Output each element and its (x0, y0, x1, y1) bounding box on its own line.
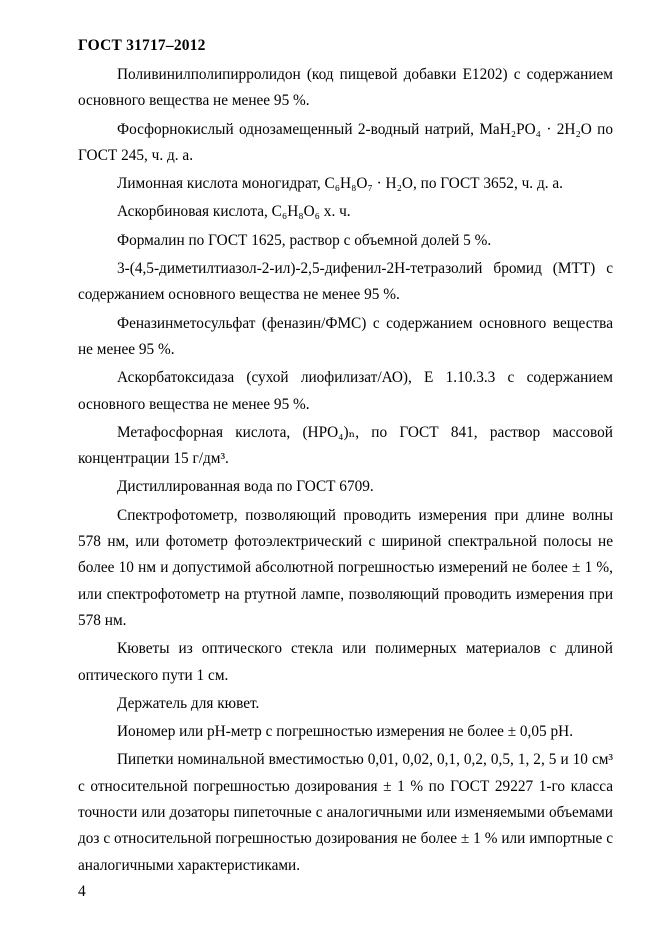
paragraph: 3-(4,5-диметилтиазол-2-ил)-2,5-дифенил-2H-тетразолий бромид (МТТ) с содержанием основного вещества не менее 95 %. (78, 260, 613, 304)
paragraph: Аскорбатоксидаза (сухой лиофилизат/АО), Е 1.10.3.3 с содержанием основного вещества не менее 95 %. (78, 369, 613, 413)
paragraph: Дистиллированная вода по ГОСТ 6709. (117, 478, 374, 496)
paragraph: Метафосфорная кислота, (HPO₄)ₙ, по ГОСТ 841, раствор массовой концентрации 15 г/дм³. (78, 423, 613, 468)
paragraph: Кюветы из оптического стекла или полимерных материалов с длиной оптического пути 1 см. (78, 640, 613, 684)
standard-header: ГОСТ 31717–2012 (78, 37, 206, 54)
paragraph: Лимонная кислота моногидрат, C₆H₈O₇ · H₂O, по ГОСТ 3652, ч. д. а. (117, 175, 563, 193)
paragraph: Аскорбиновая кислота, C₆H₈O₆ х. ч. (117, 203, 351, 221)
paragraph: Формалин по ГОСТ 1625, раствор с объемной долей 5 %. (117, 231, 492, 249)
paragraph: Спектрофотометр, позволяющий проводить измерения при длине волны 578 нм, или фотометр фотоэлектрический с шириной спектральной полосы не более 10 нм и допустимой абсолютной погрешностью измерений не более ± 1 %, или спектрофотометр на ртутной лампе, позволяющий проводить измерения при 578 нм. (78, 506, 613, 629)
paragraph: Поливинилполипирролидон (код пищевой добавки Е1202) с содержанием основного вещества не менее 95 %. (78, 66, 613, 110)
document-body (78, 62, 613, 879)
paragraph: Феназинметосульфат (феназин/ФМС) с содержанием основного вещества не менее 95 %. (78, 314, 613, 358)
paragraph: Фосфорнокислый однозамещенный 2-водный натрий, MaH₂PO₄ · 2H₂O по ГОСТ 245, ч. д. а. (78, 120, 613, 164)
paragraph: Пипетки номинальной вместимостью 0,01, 0,02, 0,1, 0,2, 0,5, 1, 2, 5 и 10 см³ с относительной погрешностью дозирования ± 1 % по ГОСТ 29227 1-го класса точности или дозаторы пипеточные с аналогичными или изменяемыми объемами доз с относительной погрешностью дозирования не более ± 1 % или импортные с аналогичными характеристиками. (78, 751, 613, 874)
page-number: 4 (78, 883, 86, 900)
paragraph: Держатель для кювет. (117, 694, 260, 712)
paragraph: Иономер или pH-метр с погрешностью измерения не более ± 0,05 pH. (117, 723, 574, 741)
